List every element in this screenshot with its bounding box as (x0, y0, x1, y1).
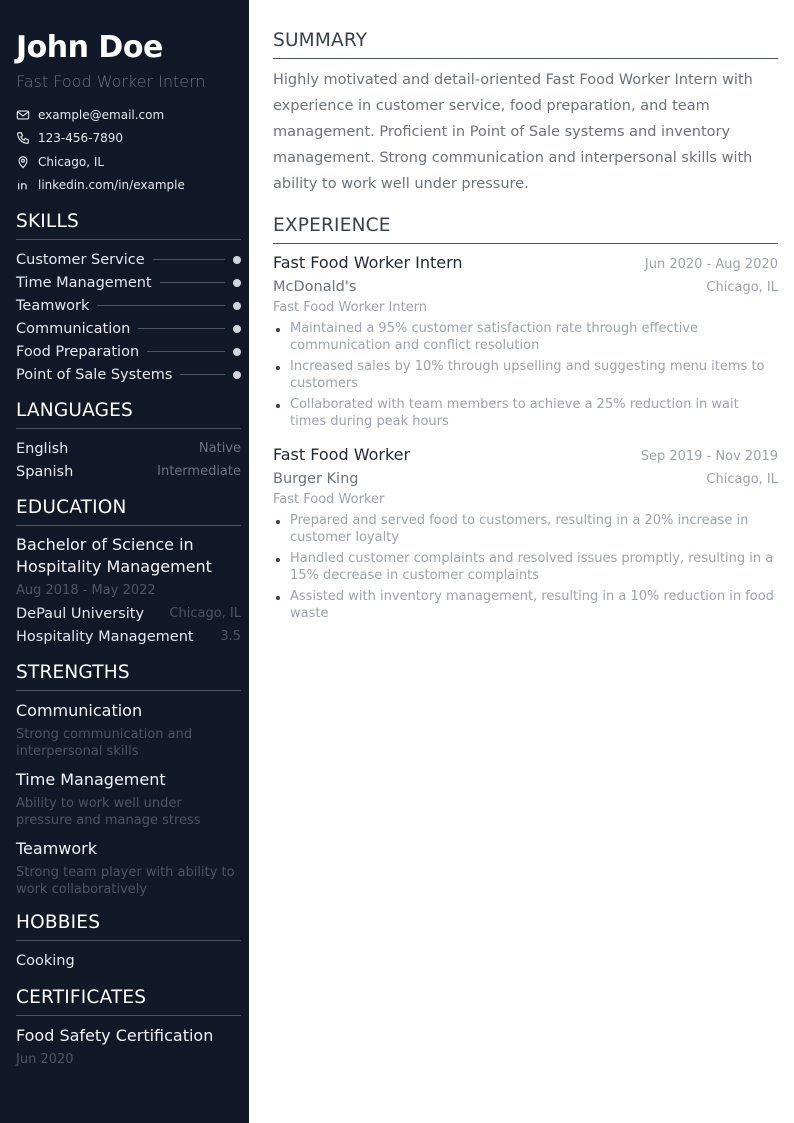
job-header (273, 252, 778, 274)
skill-label: Food Preparation (16, 343, 140, 360)
skill-divider (153, 259, 225, 260)
job-bullet: Prepared and served food to customers, resulting in a 20% increase in customer loyalty (273, 512, 778, 546)
skill-dot (233, 279, 241, 287)
job-location: Chicago, IL (706, 280, 778, 295)
job-bullets (273, 512, 778, 622)
education-location: Chicago, IL (169, 606, 241, 621)
skill-item (16, 294, 241, 317)
languages-section (16, 400, 241, 483)
linkedin-icon (16, 178, 30, 192)
contact-linkedin[interactable] (16, 174, 241, 198)
skill-item (16, 340, 241, 363)
language-name: Spanish (16, 463, 74, 480)
job-entry (273, 252, 778, 430)
language-level: Native (198, 441, 241, 456)
certificates-heading: CERTIFICATES (16, 987, 241, 1016)
strength-item (16, 768, 241, 829)
skill-divider (180, 374, 225, 375)
job-bullet: Maintained a 95% customer satisfaction rate through effective communication and conflict resolution (273, 320, 778, 354)
skill-divider (138, 328, 225, 329)
contact-location (16, 150, 241, 174)
job-title: Fast Food Worker Intern (273, 253, 463, 272)
job-company: Burger King (273, 471, 359, 487)
strength-description: Strong team player with ability to work collaboratively (16, 865, 235, 897)
main-content (273, 30, 778, 626)
language-name: English (16, 440, 69, 457)
certificate-title: Food Safety Certification (16, 1026, 214, 1045)
strength-title: Teamwork (16, 839, 98, 858)
certificate-date: Jun 2020 (16, 1052, 74, 1067)
strengths-section (16, 662, 241, 898)
hobbies-heading: HOBBIES (16, 912, 241, 941)
contact-email[interactable] (16, 103, 241, 127)
summary-heading: SUMMARY (273, 30, 778, 59)
job-bullets (273, 320, 778, 430)
language-item (16, 437, 241, 460)
contact-phone-text: 123-456-7890 (38, 131, 124, 146)
map-pin-icon (16, 155, 30, 169)
education-gpa: 3.5 (220, 629, 241, 644)
candidate-role: Fast Food Worker Intern (16, 72, 206, 91)
hobby-item: Cooking (16, 953, 75, 969)
job-bullet: Collaborated with team members to achieve a 25% reduction in wait times during peak hours (273, 396, 778, 430)
skill-label: Communication (16, 320, 131, 337)
job-company-row (273, 466, 778, 491)
job-dates: Sep 2019 - Nov 2019 (640, 449, 778, 464)
summary-section (273, 30, 778, 197)
skills-section (16, 211, 241, 386)
education-degree: Bachelor of Science in Hospitality Management (16, 535, 212, 576)
contact-phone[interactable] (16, 127, 241, 151)
job-entry (273, 444, 778, 622)
skill-item (16, 317, 241, 340)
skill-dot (233, 325, 241, 333)
language-level: Intermediate (157, 464, 241, 479)
skill-item (16, 363, 241, 386)
job-bullet: Increased sales by 10% through upselling and suggesting menu items to customers (273, 358, 778, 392)
education-dates: Aug 2018 - May 2022 (16, 583, 156, 598)
contact-email-text: example@email.com (38, 107, 165, 122)
candidate-name: John Doe (16, 30, 163, 65)
contact-list (16, 103, 241, 197)
experience-section (273, 215, 778, 622)
job-location: Chicago, IL (706, 472, 778, 487)
certificates-section (16, 987, 241, 1067)
skill-divider (97, 305, 225, 306)
education-field: Hospitality Management (16, 628, 194, 645)
skill-dot (233, 371, 241, 379)
contact-location-text: Chicago, IL (38, 154, 105, 169)
education-field-row (16, 625, 241, 648)
phone-icon (16, 131, 30, 145)
contact-linkedin-text: linkedin.com/in/example (38, 178, 185, 193)
job-company: McDonald's (273, 279, 357, 295)
job-dates: Jun 2020 - Aug 2020 (644, 257, 778, 272)
education-heading: EDUCATION (16, 497, 241, 526)
skills-heading: SKILLS (16, 211, 241, 240)
skill-label: Customer Service (16, 251, 145, 268)
job-position: Fast Food Worker Intern (273, 300, 428, 315)
job-position: Fast Food Worker (273, 492, 385, 507)
education-section (16, 497, 241, 648)
skill-dot (233, 302, 241, 310)
skill-divider (147, 351, 225, 352)
job-bullet: Assisted with inventory management, resulting in a 10% reduction in food waste (273, 588, 778, 622)
strength-title: Time Management (16, 770, 166, 789)
job-company-row (273, 274, 778, 299)
strength-item (16, 699, 241, 760)
skill-item (16, 271, 241, 294)
strength-description: Strong communication and interpersonal skills (16, 727, 193, 759)
summary-text: Highly motivated and detail-oriented Fast Food Worker Intern with experience in customer service, food preparation, and team management. Proficient in Point of Sale systems and inventory management. Strong communication and interpersonal skills with ability to work well under pressure. (273, 72, 753, 192)
experience-heading: EXPERIENCE (273, 215, 778, 244)
strength-title: Communication (16, 701, 143, 720)
skill-dot (233, 348, 241, 356)
education-school-row (16, 602, 241, 625)
skill-dot (233, 256, 241, 264)
education-school: DePaul University (16, 605, 145, 622)
skill-item (16, 248, 241, 271)
skill-label: Point of Sale Systems (16, 366, 173, 383)
strength-item (16, 837, 241, 898)
strength-description: Ability to work well under pressure and manage stress (16, 796, 201, 828)
job-header (273, 444, 778, 466)
job-title: Fast Food Worker (273, 445, 411, 464)
sidebar (0, 0, 249, 1123)
skill-divider (160, 282, 225, 283)
job-bullet: Handled customer complaints and resolved issues promptly, resulting in a 15% decrease in customer complaints (273, 550, 778, 584)
language-item (16, 460, 241, 483)
skill-label: Time Management (16, 274, 152, 291)
hobbies-section (16, 912, 241, 973)
mail-icon (16, 108, 30, 122)
languages-heading: LANGUAGES (16, 400, 241, 429)
strengths-heading: STRENGTHS (16, 662, 241, 691)
skill-label: Teamwork (16, 297, 90, 314)
